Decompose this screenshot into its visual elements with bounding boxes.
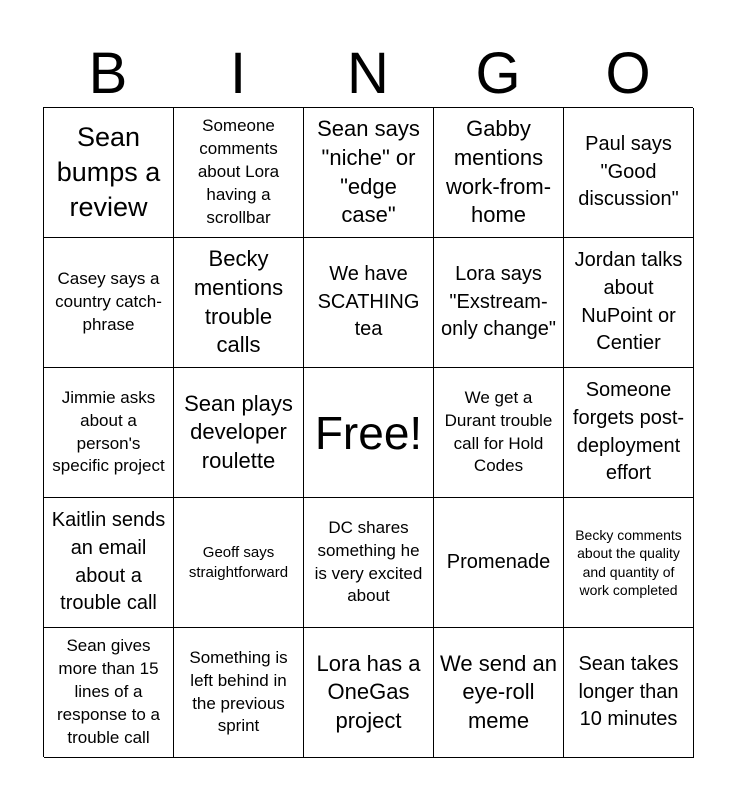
cell-text: Jimmie asks about a person's specific project [52, 387, 165, 476]
bingo-cell[interactable] [434, 498, 564, 628]
bingo-cell[interactable] [564, 238, 694, 368]
cell-text: Lora says "Exstream-only change" [441, 263, 556, 341]
bingo-cell[interactable] [434, 238, 564, 368]
bingo-cell[interactable] [44, 108, 174, 238]
bingo-cell[interactable] [44, 368, 174, 498]
cell-text: Gabby mentions work-from-home [445, 116, 552, 228]
cell-text: Promenade [446, 550, 551, 573]
bingo-cell[interactable] [304, 498, 434, 628]
header-letter-n: N [347, 41, 389, 106]
cell-text: Someone comments about Lora having a scrollbar [197, 116, 280, 227]
cell-text: Jordan talks about NuPoint or Centier [574, 249, 683, 355]
cell-text: We have SCATHING tea [317, 263, 420, 341]
bingo-cell[interactable] [174, 368, 304, 498]
cell-text: Someone forgets post-deployment effort [572, 379, 685, 485]
free-space[interactable] [304, 368, 434, 498]
cell-text: DC shares something he is very excited about [314, 517, 423, 606]
cell-text: Sean bumps a review [56, 121, 161, 223]
bingo-cell[interactable] [44, 498, 174, 628]
cell-text: Paul says "Good discussion" [578, 133, 679, 211]
cell-text: Becky mentions trouble calls [193, 246, 284, 358]
free-space-text: Free! [314, 406, 423, 459]
bingo-header [43, 40, 693, 108]
cell-text: Something is left behind in the previous sprint [189, 647, 288, 736]
bingo-cell[interactable] [174, 628, 304, 758]
cell-text: Lora has a OneGas project [316, 650, 421, 733]
bingo-cell[interactable] [304, 238, 434, 368]
bingo-cell[interactable] [304, 108, 434, 238]
bingo-cell[interactable] [304, 628, 434, 758]
bingo-cell[interactable] [174, 108, 304, 238]
header-letter-g: G [475, 41, 521, 106]
cell-text: Sean gives more than 15 lines of a response to a trouble call [56, 636, 160, 747]
bingo-cell[interactable] [564, 108, 694, 238]
cell-text: Sean says "niche" or "edge case" [317, 116, 420, 228]
bingo-cell[interactable] [174, 498, 304, 628]
cell-text: Becky comments about the quality and quantity of work completed [575, 527, 682, 598]
cell-text: Casey says a country catch-phrase [55, 269, 162, 334]
cell-text: We send an eye-roll meme [440, 650, 558, 733]
cell-text: Kaitlin sends an email about a trouble call [51, 509, 166, 615]
header-letter-i: I [229, 41, 247, 106]
bingo-cell[interactable] [434, 628, 564, 758]
bingo-cell[interactable] [44, 238, 174, 368]
bingo-cell[interactable] [174, 238, 304, 368]
bingo-cell[interactable] [564, 368, 694, 498]
bingo-cell[interactable] [564, 498, 694, 628]
cell-text: Sean takes longer than 10 minutes [578, 653, 679, 731]
header-letter-o: O [605, 41, 651, 106]
cell-text: Sean plays developer roulette [184, 390, 293, 473]
cell-text: Geoff says straightforward [188, 544, 289, 581]
cell-text: We get a Durant trouble call for Hold Codes [444, 387, 553, 476]
bingo-board [43, 107, 693, 757]
bingo-cell[interactable] [44, 628, 174, 758]
bingo-cell[interactable] [434, 368, 564, 498]
bingo-cell[interactable] [564, 628, 694, 758]
bingo-cell[interactable] [434, 108, 564, 238]
header-letter-b: B [88, 41, 128, 106]
